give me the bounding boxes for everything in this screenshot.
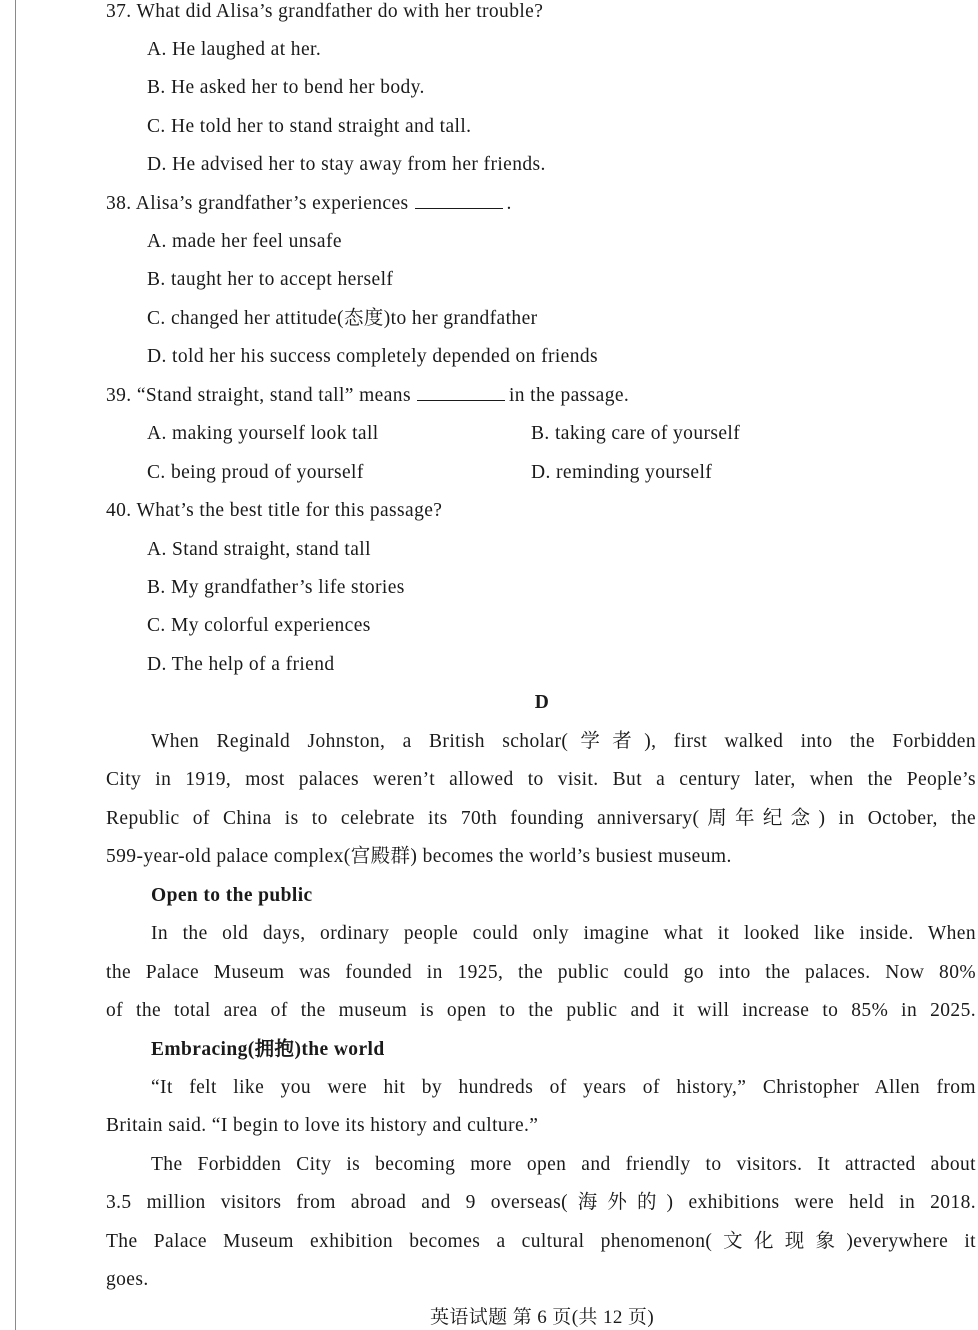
question-38-option-b: B. taught her to accept herself bbox=[147, 269, 394, 290]
answer-blank bbox=[417, 384, 505, 401]
question-38-stem-end: . bbox=[506, 193, 512, 214]
question-38-stem bbox=[106, 192, 512, 216]
question-39-option-a: A. making yourself look tall bbox=[147, 423, 379, 444]
question-38-option-c: C. changed her attitude(态度)to her grandfather bbox=[147, 308, 538, 329]
page-margin-line bbox=[15, 0, 16, 1330]
question-38-option-a: A. made her feel unsafe bbox=[147, 231, 342, 252]
subheading-embracing-world: Embracing(拥抱)the world bbox=[151, 1039, 385, 1060]
question-39-stem bbox=[106, 384, 629, 408]
question-37-option-d: D. He advised her to stay away from her friends. bbox=[147, 154, 546, 175]
question-40-stem: 40. What’s the best title for this passage? bbox=[106, 500, 443, 521]
question-39-option-b: B. taking care of yourself bbox=[531, 423, 741, 444]
page-footer: 英语试题 第 6 页(共 12 页) bbox=[429, 1307, 655, 1328]
question-40-option-c: C. My colorful experiences bbox=[147, 615, 371, 636]
passage-line: In the old days, ordinary people could only imagine what it looked like inside. When bbox=[151, 923, 976, 944]
passage-line: 599-year-old palace complex(宫殿群) becomes the world’s busiest museum. bbox=[106, 846, 732, 867]
question-39-option-d: D. reminding yourself bbox=[531, 462, 713, 483]
question-37-option-c: C. He told her to stand straight and tall. bbox=[147, 116, 472, 137]
passage-line: The Forbidden City is becoming more open and friendly to visitors. It attracted about bbox=[151, 1154, 976, 1175]
question-39-option-c: C. being proud of yourself bbox=[147, 462, 364, 483]
passage-line: Republic of China is to celebrate its 70th founding anniversary(周年纪念) in October, the bbox=[106, 808, 976, 829]
passage-line: “It felt like you were hit by hundreds of years of history,” Christopher Allen from bbox=[151, 1077, 976, 1098]
question-37-option-b: B. He asked her to bend her body. bbox=[147, 77, 425, 98]
passage-line: goes. bbox=[106, 1269, 149, 1290]
question-39-stem-text: 39. “Stand straight, stand tall” means bbox=[106, 385, 411, 406]
passage-line: Britain said. “I begin to love its history and culture.” bbox=[106, 1115, 539, 1136]
question-40-option-a: A. Stand straight, stand tall bbox=[147, 539, 371, 560]
passage-line: When Reginald Johnston, a British scholar(学者), first walked into the Forbidden bbox=[151, 731, 976, 752]
section-letter: D bbox=[534, 692, 550, 713]
answer-blank bbox=[415, 192, 503, 209]
passage-line: City in 1919, most palaces weren’t allowed to visit. But a century later, when the People’s bbox=[106, 769, 976, 790]
question-40-option-b: B. My grandfather’s life stories bbox=[147, 577, 405, 598]
passage-line: The Palace Museum exhibition becomes a cultural phenomenon(文化现象)everywhere it bbox=[106, 1231, 976, 1252]
question-40-option-d: D. The help of a friend bbox=[147, 654, 335, 675]
passage-line: the Palace Museum was founded in 1925, the public could go into the palaces. Now 80% bbox=[106, 962, 976, 983]
question-37-stem: 37. What did Alisa’s grandfather do with her trouble? bbox=[106, 1, 544, 22]
question-37-option-a: A. He laughed at her. bbox=[147, 39, 322, 60]
subheading-open-to-public: Open to the public bbox=[151, 885, 313, 906]
question-39-stem-end: in the passage. bbox=[508, 385, 630, 406]
question-38-stem-text: 38. Alisa’s grandfather’s experiences bbox=[106, 193, 409, 214]
question-38-option-d: D. told her his success completely depended on friends bbox=[147, 346, 599, 367]
passage-line: 3.5 million visitors from abroad and 9 overseas(海外的) exhibitions were held in 2018. bbox=[106, 1192, 976, 1213]
passage-line: of the total area of the museum is open to the public and it will increase to 85% in 2025. bbox=[106, 1000, 976, 1021]
